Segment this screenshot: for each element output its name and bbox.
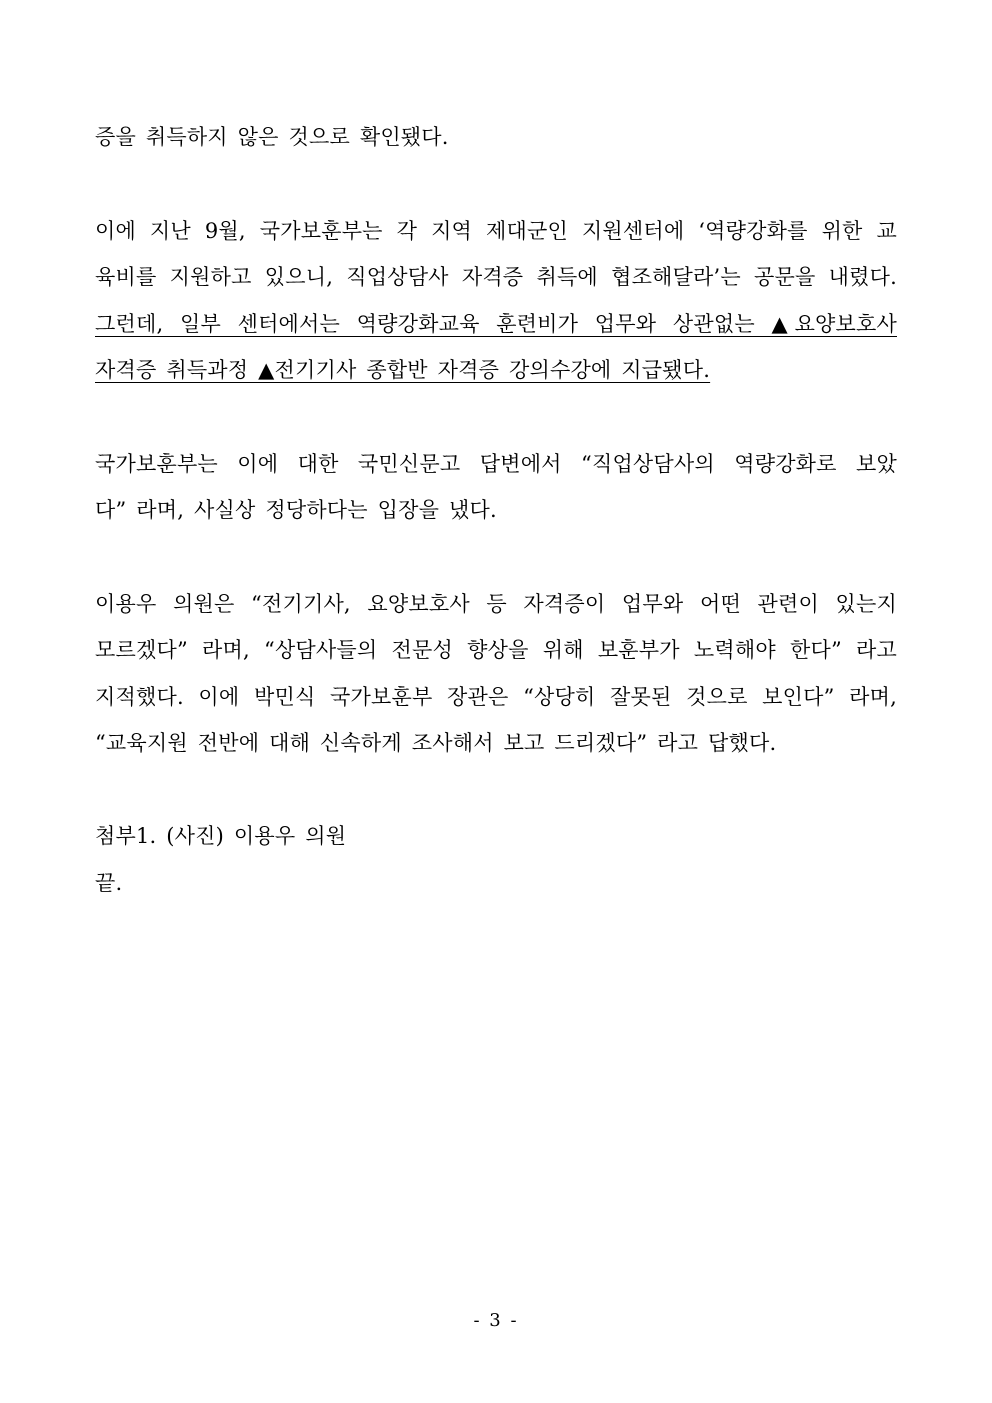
paragraph-2-line-2: 다” 라며, 사실상 정당하다는 입장을 냈다. [95, 498, 497, 522]
attachment-note: 첨부1. (사진) 이용우 의원 [95, 824, 347, 848]
underlined-text-1: 그런데, 일부 센터에서는 역량강화교육 훈련비가 업무와 상관없는 ▲요양보호사 [95, 312, 897, 336]
paragraph-3-line-1: 이용우 의원은 “전기기사, 요양보호사 등 자격증이 업무와 어떤 관련이 있는지 [95, 592, 897, 616]
paragraph-3-line-2: 모르겠다” 라며, “상담사들의 전문성 향상을 위해 보훈부가 노력해야 한다” 라고 [95, 638, 897, 662]
page-number: - 3 - [473, 1310, 519, 1331]
paragraph-3-line-4: “교육지원 전반에 대해 신속하게 조사해서 보고 드리겠다” 라고 답했다. [95, 731, 777, 755]
paragraph-1-line-1: 이에 지난 9월, 국가보훈부는 각 지역 제대군인 지원센터에 ‘역량강화를 위한 교 [95, 219, 897, 243]
end-mark: 끝. [95, 871, 123, 895]
underlined-line-1-wrap [95, 311, 897, 337]
underlined-text-2: 자격증 취득과정 ▲전기기사 종합반 자격증 강의수강에 지급됐다. [95, 358, 711, 382]
body-line-1: 증을 취득하지 않은 것으로 확인됐다. [95, 125, 449, 149]
paragraph-3-line-3: 지적했다. 이에 박민식 국가보훈부 장관은 “상당히 잘못된 것으로 보인다” 라며, [95, 685, 897, 709]
underlined-line-2-wrap [95, 357, 710, 383]
paragraph-1-line-2: 육비를 지원하고 있으니, 직업상담사 자격증 취득에 협조해달라’는 공문을 내렸다. [95, 265, 897, 289]
paragraph-2-line-1: 국가보훈부는 이에 대한 국민신문고 답변에서 “직업상담사의 역량강화로 보았 [95, 452, 897, 476]
